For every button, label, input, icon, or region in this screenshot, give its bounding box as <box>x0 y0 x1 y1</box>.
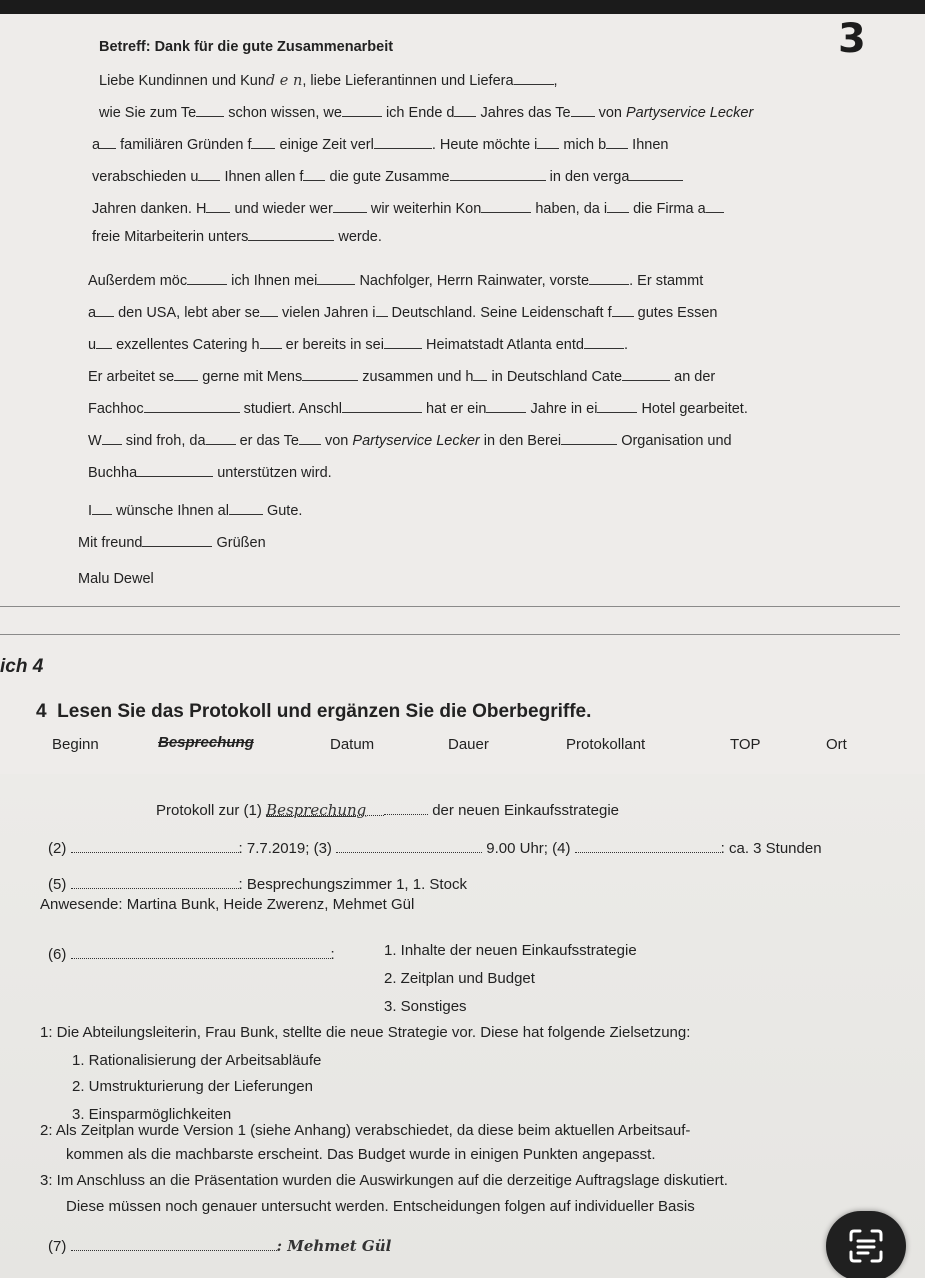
goal-2: 2. Umstrukturierung der Lieferungen <box>72 1078 313 1095</box>
word-besprechung: Besprechung <box>158 734 254 751</box>
exercise-heading <box>36 700 591 724</box>
word-ort: Ort <box>826 736 847 753</box>
word-top: TOP <box>730 736 761 753</box>
exercise-number: 4 <box>36 701 47 722</box>
letter-subject: Betreff: Dank für die gute Zusammenarbeit <box>99 39 394 55</box>
protocol-title: Protokoll zur (1) Besprechung der neuen Einkaufsstrategie <box>156 801 620 819</box>
divider <box>0 606 900 607</box>
agenda-item-3: 3. Sonstiges <box>384 998 467 1015</box>
letter-line-6: freie Mitarbeiterin unters werde. <box>92 226 382 246</box>
agenda-item-2: 2. Zeitplan und Budget <box>384 970 535 987</box>
letter-line-2: wie Sie zum Te schon wissen, we ich Ende d Jahres das Te von Partyservice Lecker <box>99 102 753 122</box>
word-beginn: Beginn <box>52 736 99 753</box>
protocol-line-7: (7) : Mehmet Gül <box>48 1237 392 1255</box>
word-dauer: Dauer <box>448 736 489 753</box>
text-lens-icon <box>848 1228 884 1264</box>
text-lens-button[interactable] <box>826 1211 906 1278</box>
handwritten-answer: d e n <box>265 73 303 89</box>
word-protokollant: Protokollant <box>566 736 646 753</box>
letter-line-7: Außerdem möc ich Ihnen mei Nachfolger, Herrn Rainwater, vorste . Er stammt <box>88 270 703 290</box>
handwritten-answer: : Mehmet Gül <box>276 1237 392 1255</box>
goal-3: 3. Einsparmöglichkeiten <box>72 1106 232 1123</box>
letter-line-13: Buchha unterstützen wird. <box>88 462 332 482</box>
letter-line-14: I wünsche Ihnen al Gute. <box>88 500 302 520</box>
worksheet-page <box>0 14 925 1278</box>
protocol-line-2: (2) : 7.7.2019; (3) 9.00 Uhr; (4) : ca. 3 Stunden <box>48 840 822 857</box>
section-label: ich 4 <box>0 656 44 677</box>
word-datum: Datum <box>330 736 375 753</box>
letter-line-12: W sind froh, da er das Te von Partyservice Lecker in den Berei Organisation und <box>88 430 732 450</box>
letter-line-3: a familiären Gründen f einige Zeit verl . Heute möchte i mich b Ihnen <box>92 134 668 154</box>
goal-1: 1. Rationalisierung der Arbeitsabläufe <box>72 1052 322 1069</box>
letter-line-11: Fachhoc studiert. Anschl hat er ein Jahre in ei Hotel gearbeitet. <box>88 398 748 418</box>
protocol-paragraph-2a: 2: Als Zeitplan wurde Version 1 (siehe Anhang) verabschiedet, da diese beim aktuellen Arbeitsauf- <box>40 1122 691 1139</box>
protocol-line-6: (6) : <box>48 946 335 963</box>
protocol-paragraph-2b: kommen als die machbarste erscheint. Das Budget wurde in einigen Punkten angepasst. <box>66 1146 656 1163</box>
page-number: 3 <box>838 16 866 62</box>
attendees: Anwesende: Martina Bunk, Heide Zwerenz, Mehmet Gül <box>40 896 415 913</box>
letter-line-1: Liebe Kundinnen und Kund e n, liebe Lieferantinnen und Liefera , <box>99 70 558 90</box>
exercise-instruction: Lesen Sie das Protokoll und ergänzen Sie die Oberbegriffe. <box>57 701 592 722</box>
letter-line-10: Er arbeitet se gerne mit Mens zusammen und h in Deutschland Cate an der <box>88 366 715 386</box>
agenda-item-1: 1. Inhalte der neuen Einkaufsstrategie <box>384 942 637 959</box>
signature: Malu Dewel <box>78 571 154 587</box>
protocol-line-5: (5) : Besprechungszimmer 1, 1. Stock <box>48 876 467 893</box>
letter-line-5: Jahren danken. H und wieder wer wir weiterhin Kon haben, da i die Firma a <box>92 198 724 218</box>
handwritten-answer: Besprechung <box>266 801 384 816</box>
letter-line-15: Mit freund Grüßen <box>78 532 266 552</box>
protocol-paragraph-3a: 3: Im Anschluss an die Präsentation wurden die Auswirkungen auf die derzeitige Auftragslage diskutiert. <box>40 1172 728 1189</box>
divider <box>0 634 900 635</box>
protocol-paragraph-3b: Diese müssen noch genauer untersucht werden. Entscheidungen folgen auf individueller Basis <box>66 1198 695 1215</box>
letter-line-4: verabschieden u Ihnen allen f die gute Zusamme in den verga <box>92 166 683 186</box>
letter-line-9: u exzellentes Catering h er bereits in sei Heimatstadt Atlanta entd . <box>88 334 628 354</box>
letter-line-8: a den USA, lebt aber se vielen Jahren i Deutschland. Seine Leidenschaft f gutes Essen <box>88 302 717 322</box>
protocol-paragraph-1: 1: Die Abteilungsleiterin, Frau Bunk, stellte die neue Strategie vor. Diese hat folgende Zielsetzung: <box>40 1024 691 1041</box>
